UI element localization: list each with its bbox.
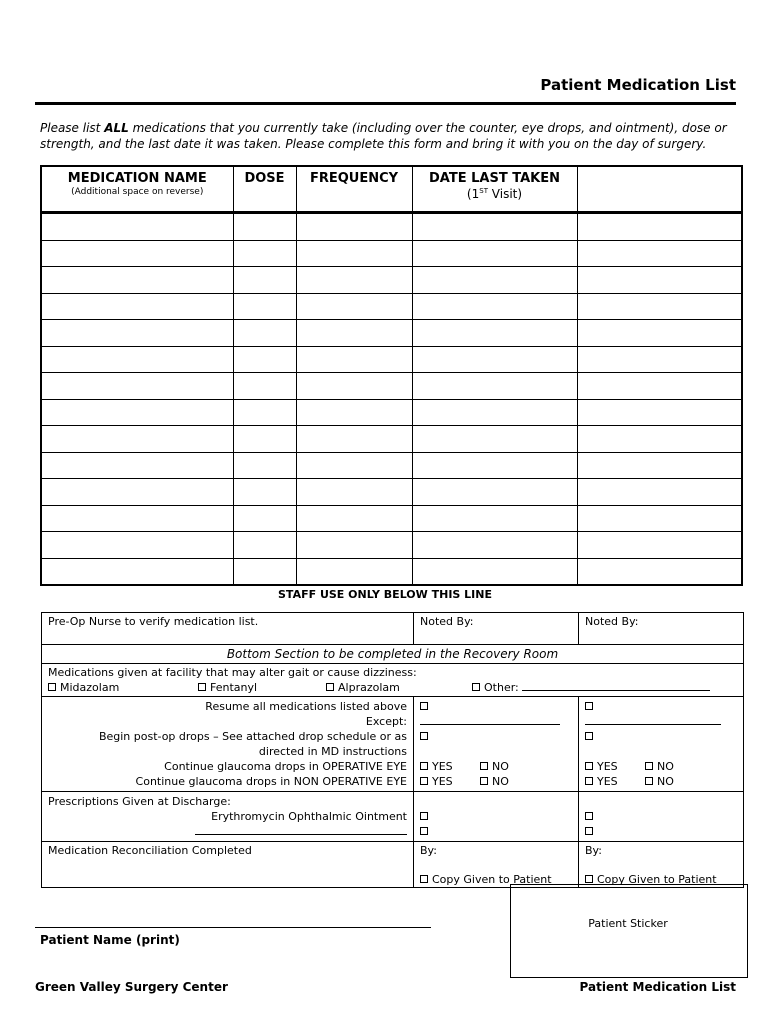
dose-cell[interactable]: [233, 532, 296, 559]
col-dose: DOSE: [233, 166, 296, 213]
checkbox-icon: [420, 875, 428, 883]
dose-cell[interactable]: [233, 320, 296, 347]
extra-cell[interactable]: [577, 505, 742, 532]
continue-nonoperative-text: Continue glaucoma drops in NON OPERATIVE EYE: [135, 775, 407, 788]
col-date-note: (1ST Visit): [466, 187, 523, 201]
checkbox-icon[interactable]: [585, 702, 593, 710]
frequency-cell[interactable]: [296, 452, 412, 479]
frequency-cell[interactable]: [296, 320, 412, 347]
dose-cell[interactable]: [233, 505, 296, 532]
recovery-banner: Bottom Section to be completed in the Recovery Room: [42, 645, 744, 664]
date-last-taken-cell[interactable]: [412, 267, 577, 294]
dose-cell[interactable]: [233, 426, 296, 453]
medication-row: [41, 558, 742, 585]
dose-cell[interactable]: [233, 479, 296, 506]
medication-row: [41, 320, 742, 347]
option-fentanyl[interactable]: Fentanyl: [198, 680, 257, 695]
option-alprazolam[interactable]: Alprazolam: [326, 680, 400, 695]
medication-row: [41, 346, 742, 373]
medication-row: [41, 373, 742, 400]
preop-text: Pre-Op Nurse to verify medication list.: [42, 613, 414, 645]
instructions-emphasis: ALL: [104, 121, 129, 135]
medication-name-cell[interactable]: [41, 373, 233, 400]
medication-name-cell[interactable]: [41, 320, 233, 347]
medication-name-cell[interactable]: [41, 479, 233, 506]
frequency-cell[interactable]: [296, 373, 412, 400]
date-last-taken-cell[interactable]: [412, 320, 577, 347]
checkbox-icon[interactable]: [585, 762, 593, 770]
by-field-1[interactable]: By:: [420, 844, 437, 857]
frequency-cell[interactable]: [296, 399, 412, 426]
medication-row: [41, 479, 742, 506]
extra-cell[interactable]: [577, 267, 742, 294]
patient-name-label: Patient Name (print): [40, 933, 180, 947]
frequency-cell[interactable]: [296, 558, 412, 585]
date-last-taken-cell[interactable]: [412, 505, 577, 532]
dose-cell[interactable]: [233, 346, 296, 373]
extra-cell[interactable]: [577, 452, 742, 479]
date-last-taken-cell[interactable]: [412, 346, 577, 373]
staff-use-line: STAFF USE ONLY BELOW THIS LINE: [278, 588, 492, 601]
frequency-cell[interactable]: [296, 346, 412, 373]
medication-row: [41, 426, 742, 453]
extra-cell[interactable]: [577, 532, 742, 559]
col-medication-note: (Additional space on reverse): [71, 187, 204, 197]
except-blank-line[interactable]: [585, 714, 721, 725]
medication-name-cell[interactable]: [41, 293, 233, 320]
except-text: Except:: [365, 715, 407, 728]
extra-cell[interactable]: [577, 213, 742, 241]
medication-row: [41, 293, 742, 320]
frequency-cell[interactable]: [296, 479, 412, 506]
other-blank-line: [522, 680, 710, 691]
medication-name-cell[interactable]: [41, 399, 233, 426]
medication-name-cell[interactable]: [41, 505, 233, 532]
checkbox-icon[interactable]: [420, 762, 428, 770]
dose-cell[interactable]: [233, 558, 296, 585]
meds-given-row: [42, 664, 744, 697]
checkbox-icon[interactable]: [645, 762, 653, 770]
reconciliation-row: [42, 842, 744, 888]
noted-by-field-2[interactable]: Noted By:: [579, 613, 744, 645]
begin-drops-text-2: directed in MD instructions: [258, 745, 407, 758]
checkbox-icon[interactable]: [420, 827, 428, 835]
medication-row: [41, 505, 742, 532]
option-other[interactable]: Other:: [472, 680, 710, 695]
extra-cell[interactable]: [577, 373, 742, 400]
medication-row: [41, 399, 742, 426]
extra-cell[interactable]: [577, 320, 742, 347]
date-last-taken-cell[interactable]: [412, 558, 577, 585]
medication-row: [41, 267, 742, 294]
col-date-last-taken: DATE LAST TAKEN (1ST Visit): [412, 166, 577, 213]
col-extra: [577, 166, 742, 213]
extra-cell[interactable]: [577, 426, 742, 453]
dose-cell[interactable]: [233, 240, 296, 267]
begin-drops-text-1: Begin post-op drops – See attached drop schedule or as: [98, 730, 407, 743]
checkbox-icon[interactable]: [585, 812, 593, 820]
dose-cell[interactable]: [233, 373, 296, 400]
copy-given-option-2[interactable]: Copy Given to Patient: [585, 873, 717, 886]
medication-name-cell[interactable]: [41, 267, 233, 294]
medication-row: [41, 213, 742, 241]
checkbox-icon[interactable]: [585, 732, 593, 740]
checkbox-icon: [326, 683, 334, 691]
yes-no-nonoperative: YES NO: [420, 774, 572, 789]
dose-cell[interactable]: [233, 452, 296, 479]
medication-instructions-row: [42, 697, 744, 792]
dose-cell[interactable]: [233, 213, 296, 241]
extra-cell[interactable]: [577, 346, 742, 373]
extra-cell[interactable]: [577, 293, 742, 320]
date-last-taken-cell[interactable]: [412, 240, 577, 267]
checkbox-icon[interactable]: [480, 777, 488, 785]
extra-cell[interactable]: [577, 479, 742, 506]
yes-no-operative: YES NO: [420, 759, 572, 774]
checkbox-icon[interactable]: [420, 777, 428, 785]
yes-no-nonoperative: YES NO: [585, 774, 737, 789]
noted-by-field-1[interactable]: Noted By:: [414, 613, 579, 645]
frequency-cell[interactable]: [296, 426, 412, 453]
medication-row: [41, 532, 742, 559]
prescriptions-row: [42, 792, 744, 842]
copy-given-option-1[interactable]: Copy Given to Patient: [420, 873, 552, 886]
option-midazolam[interactable]: Midazolam: [48, 680, 119, 695]
checkbox-icon: [198, 683, 206, 691]
frequency-cell[interactable]: [296, 505, 412, 532]
checkbox-icon[interactable]: [645, 777, 653, 785]
checkbox-icon: [48, 683, 56, 691]
patient-sticker-box: [510, 884, 748, 978]
checkbox-icon: [585, 875, 593, 883]
medication-name-cell[interactable]: [41, 558, 233, 585]
medication-table-header: [41, 166, 742, 213]
extra-cell[interactable]: [577, 399, 742, 426]
extra-cell[interactable]: [577, 558, 742, 585]
by-field-2[interactable]: By:: [585, 844, 602, 857]
checkbox-icon[interactable]: [420, 812, 428, 820]
medication-name-cell[interactable]: [41, 532, 233, 559]
except-blank-line[interactable]: [420, 714, 560, 725]
continue-operative-text: Continue glaucoma drops in OPERATIVE EYE: [164, 760, 407, 773]
footer-form-name: Patient Medication List: [579, 980, 736, 994]
date-last-taken-cell[interactable]: [412, 479, 577, 506]
recovery-banner-row: [42, 645, 744, 664]
dose-cell[interactable]: [233, 399, 296, 426]
checkbox-icon[interactable]: [480, 762, 488, 770]
dose-cell[interactable]: [233, 267, 296, 294]
footer-center-name: Green Valley Surgery Center: [35, 980, 228, 994]
frequency-cell[interactable]: [296, 293, 412, 320]
title-rule: [35, 102, 736, 105]
prescriptions-text: Prescriptions Given at Discharge:: [48, 795, 231, 808]
medication-row: [41, 240, 742, 267]
medication-row: [41, 452, 742, 479]
medication-name-cell[interactable]: [41, 452, 233, 479]
dose-cell[interactable]: [233, 293, 296, 320]
date-last-taken-cell[interactable]: [412, 293, 577, 320]
extra-cell[interactable]: [577, 240, 742, 267]
frequency-cell[interactable]: [296, 240, 412, 267]
document-title: Patient Medication List: [540, 76, 736, 94]
date-last-taken-cell[interactable]: [412, 452, 577, 479]
resume-text: Resume all medications listed above: [205, 700, 407, 713]
date-last-taken-cell[interactable]: [412, 373, 577, 400]
checkbox-icon[interactable]: [420, 702, 428, 710]
erythromycin-text: Erythromycin Ophthalmic Ointment: [211, 810, 407, 823]
medication-name-cell[interactable]: [41, 426, 233, 453]
checkbox-icon: [472, 683, 480, 691]
instructions-text: Please list ALL medications that you currently take (including over the counter, eye drops, and ointment), dose or strength, and the last date it was taken. Please complete this form and bring it with you on the day of surgery.: [40, 121, 727, 151]
meds-given-text: Medications given at facility that may alter gait or cause dizziness:: [48, 666, 417, 679]
reconciliation-text: Medication Reconciliation Completed: [42, 842, 414, 888]
medication-table: [40, 165, 743, 586]
patient-name-line[interactable]: [35, 927, 431, 928]
col-frequency: FREQUENCY: [296, 166, 412, 213]
frequency-cell[interactable]: [296, 267, 412, 294]
staff-table: [41, 612, 744, 888]
checkbox-icon[interactable]: [420, 732, 428, 740]
col-medication-name: MEDICATION NAME (Additional space on reverse): [41, 166, 233, 213]
checkbox-icon[interactable]: [585, 827, 593, 835]
checkbox-icon[interactable]: [585, 777, 593, 785]
frequency-cell[interactable]: [296, 213, 412, 241]
frequency-cell[interactable]: [296, 532, 412, 559]
medication-name-cell[interactable]: [41, 213, 233, 241]
date-last-taken-cell[interactable]: [412, 213, 577, 241]
date-last-taken-cell[interactable]: [412, 532, 577, 559]
medication-name-cell[interactable]: [41, 346, 233, 373]
patient-sticker-label: Patient Sticker: [588, 917, 668, 930]
preop-row: [42, 613, 744, 645]
date-last-taken-cell[interactable]: [412, 426, 577, 453]
medication-name-cell[interactable]: [41, 240, 233, 267]
yes-no-operative: YES NO: [585, 759, 737, 774]
date-last-taken-cell[interactable]: [412, 399, 577, 426]
prescription-blank-line[interactable]: [195, 824, 407, 835]
